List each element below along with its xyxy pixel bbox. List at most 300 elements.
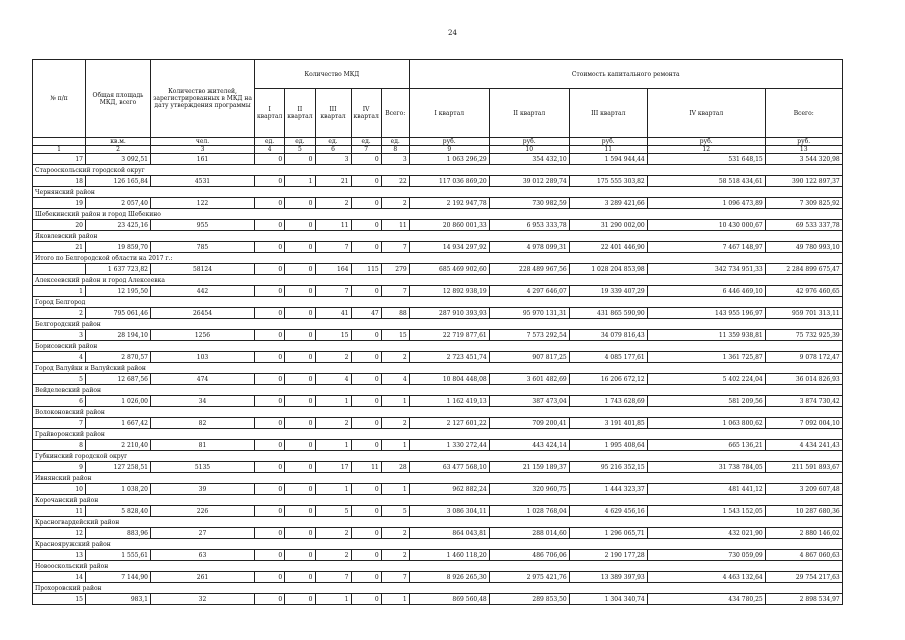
table-cell: 4531 [151, 176, 255, 187]
table-cell: 20 [33, 220, 86, 231]
table-cell: 42 976 460,65 [765, 286, 842, 297]
unit-cell: ед. [351, 138, 381, 146]
table-cell: 1 594 944,44 [569, 154, 647, 165]
table-cell: 3 209 607,48 [765, 484, 842, 495]
section-row [33, 473, 843, 484]
table-cell: 4 434 241,43 [765, 440, 842, 451]
header-mkd-q2: II квартал [285, 89, 315, 138]
section-label: Город Белгород [33, 297, 843, 308]
table-cell: 432 021,90 [647, 528, 765, 539]
unit-cell: руб. [765, 138, 842, 146]
table-cell: 1 667,42 [86, 418, 151, 429]
table-cell: 0 [351, 176, 381, 187]
table-cell: 4 978 099,31 [489, 242, 569, 253]
table-cell: 785 [151, 242, 255, 253]
section-row [33, 275, 843, 286]
unit-cell: ед. [255, 138, 285, 146]
section-row [33, 297, 843, 308]
table-cell: 10 430 000,67 [647, 220, 765, 231]
table-cell: 95 216 352,15 [569, 462, 647, 473]
unit-cell [33, 138, 86, 146]
table-cell: 1 543 152,05 [647, 506, 765, 517]
table-cell: 1 296 065,71 [569, 528, 647, 539]
table-cell: 164 [315, 264, 351, 275]
table-cell: 287 910 393,93 [409, 308, 489, 319]
header-mkd-q3: III квартал [315, 89, 351, 138]
section-row [33, 363, 843, 374]
table-cell: 481 441,12 [647, 484, 765, 495]
table-cell: 434 780,25 [647, 594, 765, 605]
section-row [33, 253, 843, 264]
table-cell: 20 860 001,33 [409, 220, 489, 231]
table-cell: 2 [381, 550, 409, 561]
table-cell: 2 [381, 528, 409, 539]
table-cell: 29 754 217,63 [765, 572, 842, 583]
table-cell: 8 [33, 440, 86, 451]
colnum-cell: 5 [285, 146, 315, 154]
table-cell: 2 898 534,97 [765, 594, 842, 605]
table-cell: 41 [315, 308, 351, 319]
section-label: Итого по Белгородской области на 2017 г.: [33, 253, 843, 264]
table-cell: 0 [255, 506, 285, 517]
table-cell: 12 195,50 [86, 286, 151, 297]
table-cell: 2 284 899 675,47 [765, 264, 842, 275]
table-cell: 21 [33, 242, 86, 253]
table-cell: 387 473,04 [489, 396, 569, 407]
table-cell: 63 [151, 550, 255, 561]
table-cell: 0 [255, 220, 285, 231]
section-label: Чернянский район [33, 187, 843, 198]
table-cell: 431 865 590,90 [569, 308, 647, 319]
table-cell: 0 [255, 352, 285, 363]
table-cell: 0 [285, 418, 315, 429]
table-cell: 1 [315, 396, 351, 407]
table-cell: 9 [33, 462, 86, 473]
table-cell: 0 [351, 396, 381, 407]
table-cell: 226 [151, 506, 255, 517]
table-cell: 883,96 [86, 528, 151, 539]
table-cell: 19 339 407,29 [569, 286, 647, 297]
unit-cell: ед. [381, 138, 409, 146]
table-cell: 4 629 456,16 [569, 506, 647, 517]
section-row [33, 341, 843, 352]
table-cell: 4 867 060,63 [765, 550, 842, 561]
table-cell: 32 [151, 594, 255, 605]
table-cell: 0 [285, 308, 315, 319]
table-row [33, 528, 843, 539]
table-cell: 18 [33, 176, 86, 187]
table-cell: 907 817,25 [489, 352, 569, 363]
page-number: 24 [448, 29, 457, 37]
table-cell: 959 701 313,11 [765, 308, 842, 319]
table-cell: 1 096 473,89 [647, 198, 765, 209]
table-cell: 0 [255, 572, 285, 583]
table-cell: 5 [33, 374, 86, 385]
table-cell: 0 [285, 286, 315, 297]
table-cell: 0 [351, 286, 381, 297]
table-cell: 0 [351, 154, 381, 165]
table-cell: 0 [285, 374, 315, 385]
table-row [33, 176, 843, 187]
table-row [33, 154, 843, 165]
table-cell: 0 [255, 462, 285, 473]
table-cell: 117 036 869,20 [409, 176, 489, 187]
table-cell: 3 874 730,42 [765, 396, 842, 407]
section-row [33, 583, 843, 594]
table-cell: 75 732 925,39 [765, 330, 842, 341]
table-cell: 0 [351, 594, 381, 605]
table-cell: 1 [315, 440, 351, 451]
section-label: Старооскольский городской округ [33, 165, 843, 176]
table-cell: 2 [381, 418, 409, 429]
colnum-cell: 13 [765, 146, 842, 154]
table-cell: 0 [255, 264, 285, 275]
unit-cell: ед. [315, 138, 351, 146]
table-row [33, 242, 843, 253]
colnum-cell: 12 [647, 146, 765, 154]
table-cell: 6 [33, 396, 86, 407]
header-cost-q2: II квартал [489, 89, 569, 138]
section-label: Корочанский район [33, 495, 843, 506]
table-cell: 342 734 951,33 [647, 264, 765, 275]
table-cell: 115 [351, 264, 381, 275]
colnum-cell: 4 [255, 146, 285, 154]
colnum-cell: 1 [33, 146, 86, 154]
table-cell: 4 085 177,61 [569, 352, 647, 363]
table-cell: 0 [351, 528, 381, 539]
table-cell: 2 190 177,28 [569, 550, 647, 561]
table-cell: 2 [315, 198, 351, 209]
table-row [33, 440, 843, 451]
table-cell: 1 995 408,64 [569, 440, 647, 451]
table-row [33, 462, 843, 473]
table-cell: 17 [33, 154, 86, 165]
section-label: Краснояружский район [33, 539, 843, 550]
table-cell: 39 [151, 484, 255, 495]
section-row [33, 231, 843, 242]
table-cell: 2 [381, 198, 409, 209]
table-cell: 4 [33, 352, 86, 363]
table-cell: 2 880 146,02 [765, 528, 842, 539]
section-row [33, 407, 843, 418]
table-cell: 69 533 337,78 [765, 220, 842, 231]
section-label: Волоконовский район [33, 407, 843, 418]
table-cell: 82 [151, 418, 255, 429]
table-cell: 3 086 304,11 [409, 506, 489, 517]
table-cell: 955 [151, 220, 255, 231]
table-cell: 1 [33, 286, 86, 297]
table-cell: 1 [285, 176, 315, 187]
header-mkd-count: Количество МКД [255, 60, 410, 89]
section-label: Ивнянский район [33, 473, 843, 484]
table-cell: 0 [255, 154, 285, 165]
section-row [33, 517, 843, 528]
section-label: Алексеевский район и город Алексеевка [33, 275, 843, 286]
table-cell: 7 [315, 242, 351, 253]
table-cell: 12 687,56 [86, 374, 151, 385]
table-cell: 3 601 482,69 [489, 374, 569, 385]
table-cell: 161 [151, 154, 255, 165]
header-num: № п/п [33, 60, 86, 138]
table-cell: 4 [315, 374, 351, 385]
table-cell: 0 [351, 242, 381, 253]
table-row [33, 550, 843, 561]
table-cell: 0 [255, 286, 285, 297]
table-cell: 11 359 938,81 [647, 330, 765, 341]
section-label: Грайворонский район [33, 429, 843, 440]
table-cell: 7 [381, 286, 409, 297]
table-cell: 11 [351, 462, 381, 473]
section-label: Борисовский район [33, 341, 843, 352]
table-cell: 58124 [151, 264, 255, 275]
table-cell: 0 [255, 330, 285, 341]
table-cell: 0 [285, 198, 315, 209]
table-cell: 3 [381, 154, 409, 165]
units-row [33, 138, 843, 146]
table-cell: 0 [255, 528, 285, 539]
table-cell: 11 [381, 220, 409, 231]
table-cell: 19 859,70 [86, 242, 151, 253]
table-cell: 1 028 204 853,98 [569, 264, 647, 275]
table-cell: 10 287 680,36 [765, 506, 842, 517]
table-cell: 1 [315, 484, 351, 495]
table-cell: 279 [381, 264, 409, 275]
table-cell: 22 401 446,90 [569, 242, 647, 253]
table-cell: 0 [285, 506, 315, 517]
table-cell: 39 012 289,74 [489, 176, 569, 187]
section-row [33, 209, 843, 220]
table-cell: 63 477 568,10 [409, 462, 489, 473]
header-cost-q4: IV квартал [647, 89, 765, 138]
table-cell: 23 425,16 [86, 220, 151, 231]
table-cell: 0 [285, 484, 315, 495]
table-cell: 10 [33, 484, 86, 495]
table-cell: 869 560,48 [409, 594, 489, 605]
table-cell: 983,1 [86, 594, 151, 605]
table-cell: 0 [351, 374, 381, 385]
table-cell [33, 264, 86, 275]
table-cell: 17 [315, 462, 351, 473]
colnum-cell: 3 [151, 146, 255, 154]
table-cell: 1 361 725,87 [647, 352, 765, 363]
unit-cell: руб. [647, 138, 765, 146]
table-cell: 7 [315, 572, 351, 583]
table-cell: 21 159 189,37 [489, 462, 569, 473]
table-row [33, 418, 843, 429]
table-cell: 2 [381, 352, 409, 363]
table-row [33, 506, 843, 517]
table-cell: 7 092 004,10 [765, 418, 842, 429]
table-cell: 81 [151, 440, 255, 451]
colnum-cell: 10 [489, 146, 569, 154]
unit-cell: ед. [285, 138, 315, 146]
table-cell: 2 [315, 550, 351, 561]
table-cell: 49 780 993,10 [765, 242, 842, 253]
table-cell: 0 [255, 198, 285, 209]
table-cell: 1 162 419,13 [409, 396, 489, 407]
table-cell: 26454 [151, 308, 255, 319]
unit-cell: чел. [151, 138, 255, 146]
table-cell: 5 828,40 [86, 506, 151, 517]
table-row [33, 198, 843, 209]
table-cell: 127 258,51 [86, 462, 151, 473]
table-cell: 1 026,00 [86, 396, 151, 407]
table-cell: 175 555 303,82 [569, 176, 647, 187]
section-label: Город Валуйки и Валуйский район [33, 363, 843, 374]
table-cell: 2 057,40 [86, 198, 151, 209]
table-cell: 0 [285, 220, 315, 231]
table-cell: 4 [381, 374, 409, 385]
table-cell: 34 079 816,43 [569, 330, 647, 341]
header-cost-q1: I квартал [409, 89, 489, 138]
table-cell: 27 [151, 528, 255, 539]
colnum-cell: 2 [86, 146, 151, 154]
table-cell: 1 304 340,74 [569, 594, 647, 605]
table-cell: 2 723 451,74 [409, 352, 489, 363]
table-cell: 2 975 421,76 [489, 572, 569, 583]
table-cell: 0 [285, 528, 315, 539]
section-label: Красногвардейский район [33, 517, 843, 528]
table-cell: 0 [255, 440, 285, 451]
table-cell: 685 469 902,60 [409, 264, 489, 275]
table-cell: 0 [255, 242, 285, 253]
table-cell: 390 122 897,37 [765, 176, 842, 187]
unit-cell: кв.м. [86, 138, 151, 146]
table-cell: 7 [315, 286, 351, 297]
table-cell: 486 706,06 [489, 550, 569, 561]
table-row [33, 396, 843, 407]
table-cell: 0 [255, 176, 285, 187]
table-cell: 0 [255, 594, 285, 605]
table-cell: 730 059,09 [647, 550, 765, 561]
section-row [33, 319, 843, 330]
table-cell: 0 [351, 440, 381, 451]
capital-repair-table [32, 59, 843, 605]
table-row [33, 484, 843, 495]
table-cell: 3 [33, 330, 86, 341]
table-cell: 0 [285, 440, 315, 451]
table-cell: 581 209,56 [647, 396, 765, 407]
header-cost-total: Всего: [765, 89, 842, 138]
table-row [33, 352, 843, 363]
table-cell: 21 [315, 176, 351, 187]
table-cell: 665 136,21 [647, 440, 765, 451]
table-cell: 0 [285, 594, 315, 605]
table-cell: 0 [351, 352, 381, 363]
table-cell: 28 [381, 462, 409, 473]
table-cell: 474 [151, 374, 255, 385]
header-cost: Стоимость капитального ремонта [409, 60, 842, 89]
table-cell: 28 194,10 [86, 330, 151, 341]
table-row [33, 308, 843, 319]
table-cell: 0 [351, 220, 381, 231]
section-row [33, 451, 843, 462]
table-cell: 0 [351, 550, 381, 561]
header-residents: Количество жителей, зарегистрированных в МКД на дату утверждения программы [151, 60, 255, 138]
table-cell: 1 028 768,04 [489, 506, 569, 517]
table-cell: 13 389 397,93 [569, 572, 647, 583]
table-cell: 4 297 646,07 [489, 286, 569, 297]
colnum-cell: 11 [569, 146, 647, 154]
section-row [33, 539, 843, 550]
unit-cell: руб. [569, 138, 647, 146]
table-cell: 2 [33, 308, 86, 319]
header-mkd-q1: I квартал [255, 89, 285, 138]
table-row [33, 330, 843, 341]
table-cell: 0 [351, 418, 381, 429]
table-cell: 289 853,50 [489, 594, 569, 605]
table-cell: 9 078 172,47 [765, 352, 842, 363]
table-cell: 443 424,14 [489, 440, 569, 451]
table-cell: 1 [381, 484, 409, 495]
table-cell: 4 463 132,64 [647, 572, 765, 583]
table-cell: 22 [381, 176, 409, 187]
colnum-cell: 8 [381, 146, 409, 154]
section-row [33, 165, 843, 176]
table-cell: 1 [381, 594, 409, 605]
table-cell: 0 [255, 550, 285, 561]
header-mkd-q4: IV квартал [351, 89, 381, 138]
table-cell: 7 573 292,54 [489, 330, 569, 341]
header-cost-q3: III квартал [569, 89, 647, 138]
table-cell: 15 [315, 330, 351, 341]
table-cell: 2 870,57 [86, 352, 151, 363]
section-label: Прохоровский район [33, 583, 843, 594]
header-mkd-total: Всего: [381, 89, 409, 138]
table-cell: 0 [285, 550, 315, 561]
table-cell: 1 [381, 440, 409, 451]
table-cell: 1 460 118,20 [409, 550, 489, 561]
table-cell: 1 555,61 [86, 550, 151, 561]
table-cell: 0 [255, 396, 285, 407]
table-cell: 5 [315, 506, 351, 517]
table-row [33, 374, 843, 385]
table-cell: 12 [33, 528, 86, 539]
table-cell: 126 165,84 [86, 176, 151, 187]
section-row [33, 495, 843, 506]
table-cell: 15 [33, 594, 86, 605]
table-row [33, 220, 843, 231]
table-cell: 1 [315, 594, 351, 605]
table-cell: 0 [351, 572, 381, 583]
table-cell: 2 192 947,78 [409, 198, 489, 209]
table-cell: 1 [381, 396, 409, 407]
table-cell: 864 043,81 [409, 528, 489, 539]
table-cell: 1 063 800,62 [647, 418, 765, 429]
table-cell: 5 402 224,04 [647, 374, 765, 385]
colnum-cell: 9 [409, 146, 489, 154]
table-cell: 7 [381, 572, 409, 583]
table-cell: 36 014 826,93 [765, 374, 842, 385]
table-cell: 0 [351, 198, 381, 209]
table-cell: 16 206 672,12 [569, 374, 647, 385]
table-cell: 7 309 825,92 [765, 198, 842, 209]
table-cell: 6 446 469,10 [647, 286, 765, 297]
table-cell: 2 [315, 352, 351, 363]
table-cell: 962 882,24 [409, 484, 489, 495]
section-row [33, 187, 843, 198]
table-cell: 261 [151, 572, 255, 583]
table-cell: 2 210,40 [86, 440, 151, 451]
table-cell: 15 [381, 330, 409, 341]
table-cell: 0 [255, 308, 285, 319]
table-cell: 0 [285, 264, 315, 275]
section-row [33, 561, 843, 572]
table-cell: 3 092,51 [86, 154, 151, 165]
table-cell: 3 289 421,66 [569, 198, 647, 209]
table-cell: 11 [33, 506, 86, 517]
table-cell: 0 [351, 484, 381, 495]
